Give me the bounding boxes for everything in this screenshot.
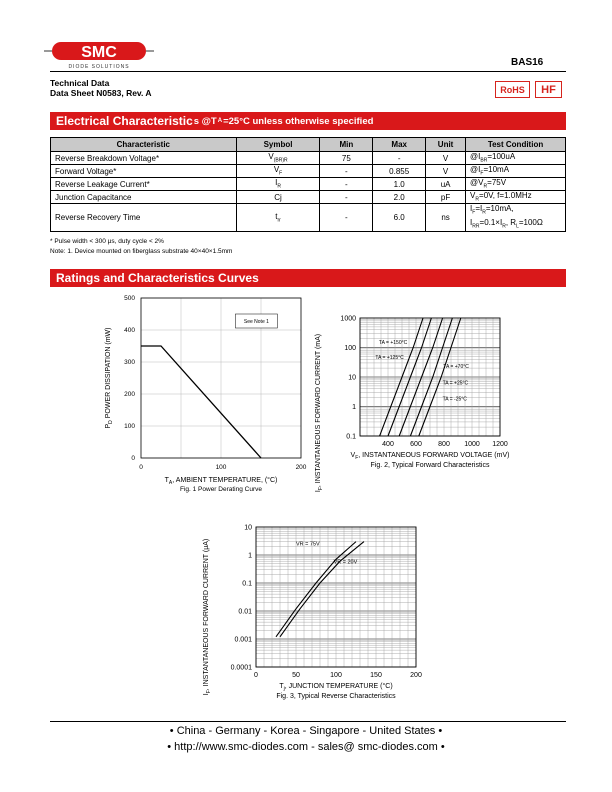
y-tick-label: 400 (124, 327, 135, 334)
y-tick-label: 0.0001 (230, 664, 252, 672)
x-tick-label: 200 (410, 672, 422, 679)
x-tick-label: 50 (292, 672, 300, 679)
series-label: TA = +150°C (378, 340, 408, 347)
x-tick-label: 600 (410, 441, 422, 448)
series-label: VR = 75V (296, 541, 320, 548)
y-tick-label: 100 (344, 345, 356, 352)
derating-line (141, 346, 261, 458)
x-tick-label: 0 (254, 672, 258, 679)
series-label: TA = +25°C (442, 380, 469, 387)
x-tick-label: 800 (438, 441, 450, 448)
y-tick-label: 300 (124, 359, 135, 366)
col-unit: Unit (426, 138, 466, 152)
electrical-heading: Electrical Characteristic s @T A =25°C unless otherwise specified (50, 112, 566, 130)
x-tick-label: 100 (215, 464, 227, 471)
reverse-characteristics-chart (198, 505, 438, 715)
smc-logo (44, 36, 154, 72)
part-number: BAS16 (511, 57, 544, 68)
footer-rule (50, 721, 566, 722)
footer-locations: • China - Germany - Korea - Singapore - United States • (169, 725, 443, 737)
doc-number: Data Sheet N0583, Rev. A (50, 88, 152, 98)
power-derating-chart (96, 290, 316, 500)
doc-info (50, 78, 152, 98)
x-axis-label: $V_F$, INSTANTANEOUS FORWARD VOLTAGE (mV) (350, 452, 510, 461)
y-axis-label: $I_F$, INSTANTANEOUS FORWARD CURRENT (μA) (203, 538, 212, 696)
col-min: Min (320, 138, 373, 152)
x-axis-label: $T_A$, AMBIENT TEMPERATURE, (°C) (164, 477, 278, 486)
col-symbol: Symbol (236, 138, 320, 152)
note-mounting: Note: 1. Device mounted on fiberglass substrate 40×40×1.5mm (50, 247, 233, 255)
logo-subtitle: DIODE SOLUTIONS (68, 64, 130, 70)
electrical-heading-main: Electrical Characteristic (56, 114, 193, 128)
y-tick-label: 1 (248, 552, 252, 560)
forward-characteristics-chart (310, 298, 520, 493)
x-axis-label: $T_j$, JUNCTION TEMPERATURE (°C) (279, 683, 393, 692)
y-tick-label: 0.1 (242, 580, 252, 588)
y-tick-label: 1000 (340, 315, 356, 323)
table-row: Forward Voltage* $V_F$ - 0.855 V $@I_F=10mA$ (51, 165, 566, 178)
series-label: VR = 20V (333, 559, 358, 566)
y-tick-label: 0.1 (346, 433, 356, 441)
chart-title: Fig. 3, Typical Reverse Characteristics (276, 693, 396, 700)
logo-text: SMC (81, 44, 117, 61)
table-header-row (51, 138, 566, 152)
rohs-badge: RoHS (495, 81, 530, 98)
y-tick-label: 100 (124, 423, 135, 430)
x-tick-label: 200 (295, 464, 307, 471)
electrical-table (50, 137, 566, 232)
table-notes (50, 237, 232, 256)
col-test-condition: Test Condition (466, 138, 566, 152)
table-row: Reverse Leakage Current* $I_R$ - 1.0 uA $@V_R=75V$ (51, 178, 566, 191)
y-tick-label: 0.001 (234, 636, 252, 644)
col-characteristic: Characteristic (51, 138, 237, 152)
ratings-heading: Ratings and Characteristics Curves (50, 269, 566, 287)
note-pulse: * Pulse width < 300 μs, duty cycle < 2% (50, 238, 164, 245)
chart-title: Fig. 1 Power Derating Curve (179, 486, 263, 493)
hf-badge: HF (535, 81, 562, 98)
table-row: Reverse Recovery Time $t_{rr}$ - 6.0 ns $I_F=I_R=10mA$, $I_{RR}=0.1\times I_R$, $R_L=100\Omega$ (51, 204, 566, 232)
y-tick-label: 1 (352, 404, 356, 411)
table-row: Reverse Breakdown Voltage* $V_{(BR)R}$ 75 - V $@I_{BR}=100uA$ (51, 152, 566, 165)
y-tick-label: 10 (348, 374, 356, 382)
header-rule (50, 71, 566, 72)
x-tick-label: 100 (330, 672, 342, 679)
y-tick-label: 200 (124, 391, 135, 398)
series-label: TA = -25°C (442, 396, 467, 403)
col-max: Max (373, 138, 426, 152)
x-tick-label: 150 (370, 672, 382, 679)
y-axis-label: $I_F$, INSTANTANEOUS FORWARD CURRENT (mA) (315, 333, 324, 493)
x-tick-label: 400 (382, 441, 394, 448)
y-tick-label: 500 (124, 295, 135, 302)
x-tick-label: 0 (139, 464, 143, 471)
y-tick-label: 10 (244, 524, 252, 532)
x-tick-label: 1000 (464, 441, 480, 448)
table-row: Junction Capacitance Cj - 2.0 pF $V_R=0V$, f=1.0MHz (51, 191, 566, 204)
series-label: TA = +70°C (443, 364, 469, 371)
chart-title: Fig. 2, Typical Forward Characteristics (370, 462, 490, 469)
footer-contact: • http://www.smc-diodes.com - sales@ smc-diodes.com • (167, 741, 445, 753)
doc-title: Technical Data (50, 78, 110, 88)
y-tick-label: 0.01 (238, 608, 252, 616)
x-tick-label: 1200 (492, 441, 508, 448)
note-label: See Note 1 (243, 319, 269, 325)
y-axis-label: $P_D$ POWER DISSIPATION (mW) (105, 327, 114, 429)
y-tick-label: 0 (131, 455, 135, 462)
series-label: TA = +125°C (375, 355, 404, 362)
